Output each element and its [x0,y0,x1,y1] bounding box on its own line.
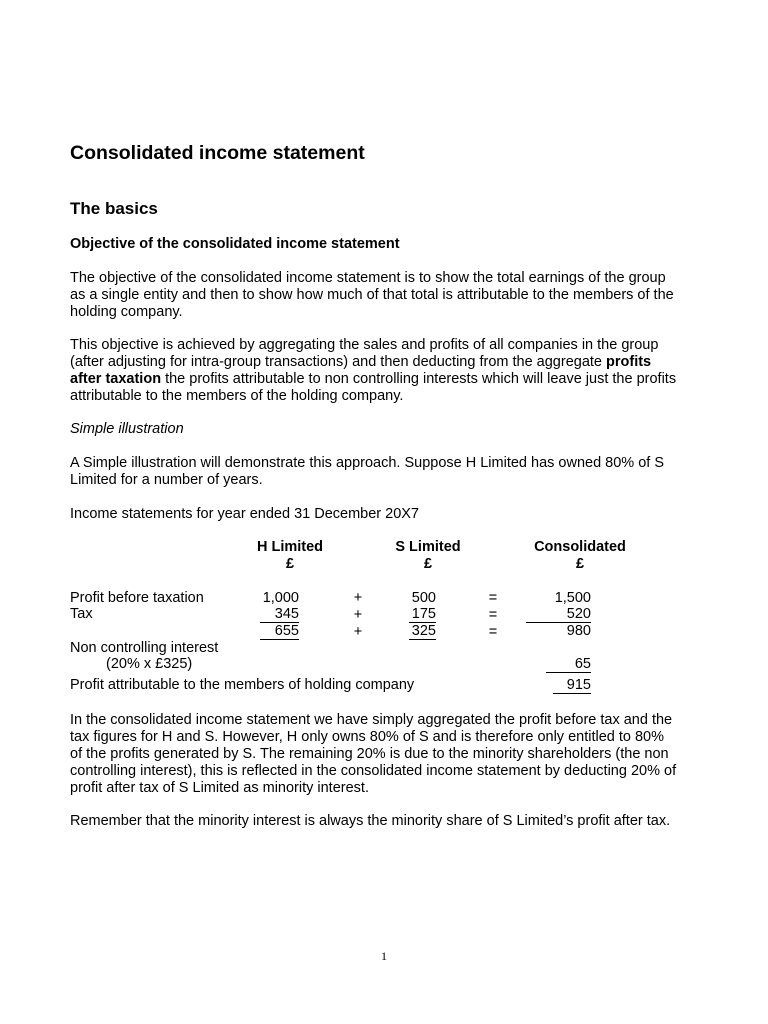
paragraph-line: This objective is achieved by aggregating the sales and profits of all companies in the group [70,337,659,353]
nci-value: 65 [546,656,591,673]
row-label: Tax [70,606,93,622]
column-currency-c: £ [575,556,585,572]
paragraph-line: as a single entity and then to show how much of that total is attributable to the members of the [70,287,674,303]
total-value: 915 [553,677,591,694]
paragraph-line: attributable to the members of the holding company. [70,388,404,404]
cell-c: 520 [526,606,591,623]
cell-c: 1,500 [554,590,591,606]
cell-s: 325 [409,623,436,640]
paragraph-line: A Simple illustration will demonstrate this approach. Suppose H Limited has owned 80% of S [70,455,665,471]
bold-term: after taxation [70,371,162,387]
table-caption: Income statements for year ended 31 December 20X7 [70,506,419,522]
column-currency-s: £ [423,556,433,572]
operator-plus: + [353,607,363,623]
illustration-heading: Simple illustration [70,421,184,437]
page-title: Consolidated income statement [70,142,365,164]
paragraph-line: controlling interest), this is reflected in the consolidated income statement by deducting 20% of [70,763,677,779]
nci-label: Non controlling interest [70,640,219,656]
cell-h: 345 [260,606,299,623]
paragraph-line: Limited for a number of years. [70,472,263,488]
nci-calculation: (20% x £325) [106,656,193,672]
paragraph-line: In the consolidated income statement we have simply aggregated the profit before tax and the [70,712,673,728]
column-currency-h: £ [285,556,295,572]
section-heading: The basics [70,199,158,218]
text-run: the profits attributable to non controlling interests which will leave just the profits [161,371,677,387]
operator-equals: = [488,607,498,623]
operator-plus: + [353,624,363,640]
total-label: Profit attributable to the members of holding company [70,677,415,693]
paragraph-explanation [70,712,710,797]
page-number: 1 [381,949,387,963]
cell-s: 500 [411,590,436,606]
paragraph-line: tax figures for H and S. However, H only owns 80% of S and is therefore only entitled to 80% [70,729,665,745]
column-header-h-limited: H Limited [256,539,324,555]
cell-h: 1,000 [262,590,299,606]
paragraph-illustration [70,455,710,489]
paragraph-line [70,354,710,371]
paragraph-line: profit after tax of S Limited as minority interest. [70,780,369,796]
operator-plus: + [353,590,363,606]
paragraph-line: of the profits generated by S. The remaining 20% is due to the minority shareholders (the non [70,746,669,762]
cell-h: 655 [260,623,299,640]
subsection-heading: Objective of the consolidated income statement [70,236,400,252]
operator-equals: = [488,624,498,640]
cell-c: 980 [566,623,591,639]
column-header-s-limited: S Limited [395,539,461,555]
bold-term: profits [606,354,652,370]
column-header-consolidated: Consolidated [534,539,626,555]
operator-equals: = [488,590,498,606]
row-label: Profit before taxation [70,590,204,606]
paragraph-reminder: Remember that the minority interest is always the minority share of S Limited’s profit after tax. [70,813,671,829]
paragraph-line: The objective of the consolidated income statement is to show the total earnings of the group [70,270,666,286]
paragraph-line: holding company. [70,304,183,320]
paragraph-objective [70,270,710,321]
text-run: (after adjusting for intra-group transactions) and then deducting from the aggregate [70,354,607,370]
paragraph-approach [70,337,710,405]
cell-s: 175 [409,606,436,623]
paragraph-line [70,371,710,388]
